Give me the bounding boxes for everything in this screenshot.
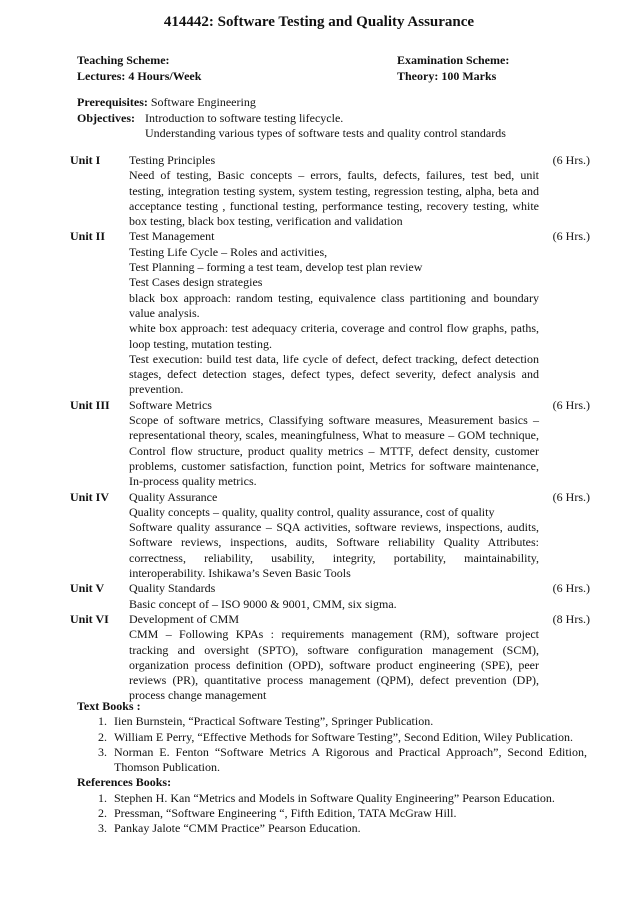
unit-row	[70, 490, 590, 582]
units-list	[70, 153, 590, 704]
unit-code: Unit VI	[70, 611, 109, 626]
reference-book-item: 1. Stephen H. Kan “Metrics and Models in Software Quality Engineering” Pearson Education.	[110, 791, 587, 806]
unit-topic-title: Testing Principles	[129, 153, 216, 167]
unit-topic-title: Quality Assurance	[129, 489, 218, 504]
unit-code: Unit IV	[70, 489, 110, 504]
objective-item: Understanding various types of software tests and quality control standards	[145, 126, 506, 140]
reference-books-heading: References Books:	[77, 775, 172, 790]
reference-book-item: 3. Pankay Jalote “CMM Practice” Pearson Education.	[110, 821, 587, 836]
unit-code: Unit I	[70, 153, 101, 167]
unit-content	[129, 398, 539, 490]
unit-row	[70, 153, 590, 229]
prerequisites-value: Software Engineering	[150, 95, 256, 109]
unit-topic-line: Quality concepts – quality, quality control, quality assurance, cost of quality	[129, 504, 495, 519]
unit-hours: (6 Hrs.)	[552, 397, 590, 412]
text-books-list	[77, 714, 587, 775]
unit-hours: (8 Hrs.)	[552, 611, 590, 626]
unit-code: Unit III	[70, 397, 110, 412]
lectures-text: Lectures: 4 Hours/Week	[77, 69, 202, 83]
unit-topic-line: Scope of software metrics, Classifying software measures, Measurement basics – representational theory, scales, meaningfulness, What to measure – GOM technique, Control flow structure, product quality metrics – MTTF, defect density, customer problems, customer satisfaction, function point, Metrics for software maintenance, In-process quality metrics.	[129, 413, 539, 489]
reference-books-list	[77, 791, 587, 837]
page-title: 414442: Software Testing and Quality Assurance	[163, 14, 475, 30]
unit-topic-title: Test Management	[129, 229, 215, 244]
unit-topic-line: Need of testing, Basic concepts – errors, faults, defects, failures, test bed, unit testing, integration testing system, system testing, regression testing, alpha, beta and acceptance testing , functional testing, performance testing, recovery testing, white box testing, black box testing, verification and validation	[129, 168, 539, 229]
unit-topic-title: Quality Standards	[129, 581, 216, 596]
theory-marks-text: Theory: 100 Marks	[397, 69, 497, 83]
unit-topic-line: black box approach: random testing, equivalence class partitioning and boundary value analysis.	[129, 290, 539, 320]
unit-hours: (6 Hrs.)	[552, 581, 590, 596]
unit-topic-line: Test execution: build test data, life cycle of defect, defect tracking, defect detection stages, defect detection stages, defect types, defect severity, defect analysis and prevention.	[129, 351, 539, 397]
text-book-item: 2. William E Perry, “Effective Methods for Software Testing”, Second Edition, Wiley Publication.	[110, 730, 587, 745]
unit-code: Unit II	[70, 229, 106, 244]
unit-content	[129, 581, 539, 612]
examination-scheme-label: Examination Scheme:	[397, 53, 510, 67]
unit-topic-line: Test Planning – forming a test team, develop test plan review	[129, 260, 423, 275]
text-books-heading: Text Books :	[77, 699, 141, 713]
unit-hours: (6 Hrs.)	[552, 229, 590, 244]
unit-topic-line: Testing Life Cycle – Roles and activities,	[129, 244, 328, 259]
books-block	[77, 699, 587, 837]
unit-row	[70, 398, 590, 490]
prerequisites-block	[77, 95, 547, 142]
text-book-item: 1. Iien Burnstein, “Practical Software Testing”, Springer Publication.	[110, 714, 587, 729]
unit-topic-line: Basic concept of – ISO 9000 & 9001, CMM, six sigma.	[129, 596, 397, 611]
teaching-scheme-label: Teaching Scheme:	[77, 53, 170, 67]
unit-content	[129, 229, 539, 397]
unit-content	[129, 612, 539, 704]
text-book-item: 3. Norman E. Fenton “Software Metrics A Rigorous and Practical Approach”, Second Edition, Thomson Publication.	[110, 745, 587, 776]
unit-topic-line: Test Cases design strategies	[129, 275, 263, 290]
unit-row	[70, 581, 590, 612]
unit-content	[129, 153, 539, 229]
unit-topic-line: Software quality assurance – SQA activities, software reviews, inspections, audits, Software reviews, inspections, audits, Software reliability Quality Attributes: correctness, reliability, usability, integrity, portability, maintainability, interoperability. Ishikawa’s Seven Basic Tools	[129, 520, 539, 581]
objectives-label: Objectives:	[77, 110, 135, 125]
unit-topic-line: white box approach: test adequacy criteria, coverage and control flow graphs, paths, loop testing, mutation testing.	[129, 321, 539, 351]
reference-book-item: 2. Pressman, “Software Engineering “, Fifth Edition, TATA McGraw Hill.	[110, 806, 587, 821]
unit-content	[129, 490, 539, 582]
prerequisites-label: Prerequisites:	[77, 95, 148, 109]
objective-item: Introduction to software testing lifecycle.	[145, 110, 344, 125]
unit-code: Unit V	[70, 581, 105, 596]
unit-row	[70, 612, 590, 704]
unit-topic-title: Development of CMM	[129, 611, 239, 626]
unit-row	[70, 229, 590, 397]
unit-hours: (6 Hrs.)	[552, 489, 590, 504]
unit-topic-line: CMM – Following KPAs : requirements management (RM), software project tracking and oversight (SPTO), software configuration management (SCM), organization process definition (OPD), software product engineering (SPE), peer reviews (PR), quantitative process management (QPM), defect prevention (DP), process change management	[129, 627, 539, 703]
scheme-block	[77, 52, 577, 84]
unit-topic-title: Software Metrics	[129, 397, 212, 412]
unit-hours: (6 Hrs.)	[552, 153, 590, 167]
